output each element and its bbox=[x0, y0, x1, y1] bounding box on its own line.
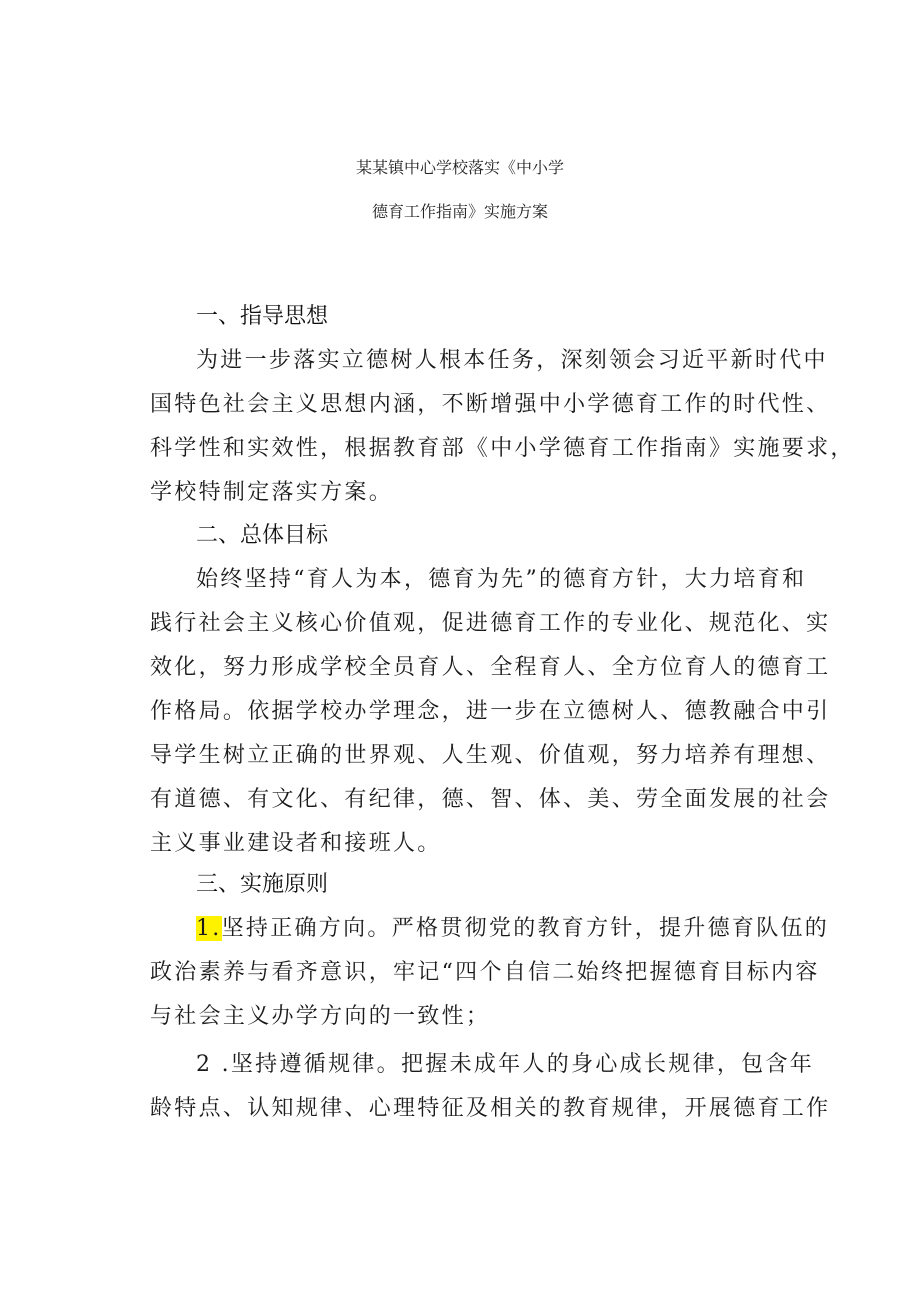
list-item-1-first-line bbox=[196, 911, 829, 942]
paragraph-line: 学校特制定落实方案。 bbox=[150, 480, 394, 505]
paragraph-line: 有道德、有文化、有纪律，德、智、体、美、劳全面发展的社会 bbox=[150, 787, 831, 812]
paragraph-line: 科学性和实效性，根据教育部《中小学德育工作指南》实施要求， bbox=[150, 436, 855, 461]
paragraph-line: 与社会主义办学方向的一致性； bbox=[150, 1004, 491, 1029]
document-title-line-2: 德育工作指南》实施方案 bbox=[371, 202, 548, 221]
paragraph-line: 作格局。依据学校办学理念，进一步在立德树人、德教融合中引 bbox=[150, 699, 831, 724]
paragraph-line: 为进一步落实立德树人根本任务，深刻领会习近平新时代中 bbox=[196, 348, 828, 373]
paragraph-line: 主义事业建设者和接班人。 bbox=[150, 831, 442, 856]
list-item-2-first-line: 2 .坚持遵循规律。把握未成年人的身心成长规律，包含年 bbox=[196, 1052, 815, 1077]
section-heading-principles: 三、实施原则 bbox=[196, 872, 329, 897]
section-heading-guiding-thought: 一、指导思想 bbox=[196, 304, 329, 329]
section-heading-overall-goal: 二、总体目标 bbox=[196, 523, 329, 548]
paragraph-line: 效化，努力形成学校全员育人、全程育人、全方位育人的德育工 bbox=[150, 655, 831, 680]
list-item-1-text: 坚持正确方向。严格贯彻党的教育方针，提升德育队伍的 bbox=[221, 916, 830, 941]
paragraph-line: 政治素养与看齐意识，牢记“四个自信二始终把握德育目标内容 bbox=[150, 960, 820, 985]
paragraph-line: 践行社会主义核心价值观，促进德育工作的专业化、规范化、实 bbox=[150, 611, 831, 636]
paragraph-line: 龄特点、认知规律、心理特征及相关的教育规律，开展德育工作 bbox=[150, 1096, 831, 1121]
document-title-line-1: 某某镇中心学校落实《中小学 bbox=[355, 158, 564, 177]
paragraph-line: 始终坚持“育人为本，德育为先”的德育方针，大力培育和 bbox=[196, 567, 807, 592]
paragraph-line: 导学生树立正确的世界观、人生观、价值观，努力培养有理想、 bbox=[150, 743, 831, 768]
paragraph-line: 国特色社会主义思想内涵，不断增强中小学德育工作的时代性、 bbox=[150, 392, 831, 417]
highlighted-item-number: 1. bbox=[196, 916, 222, 941]
